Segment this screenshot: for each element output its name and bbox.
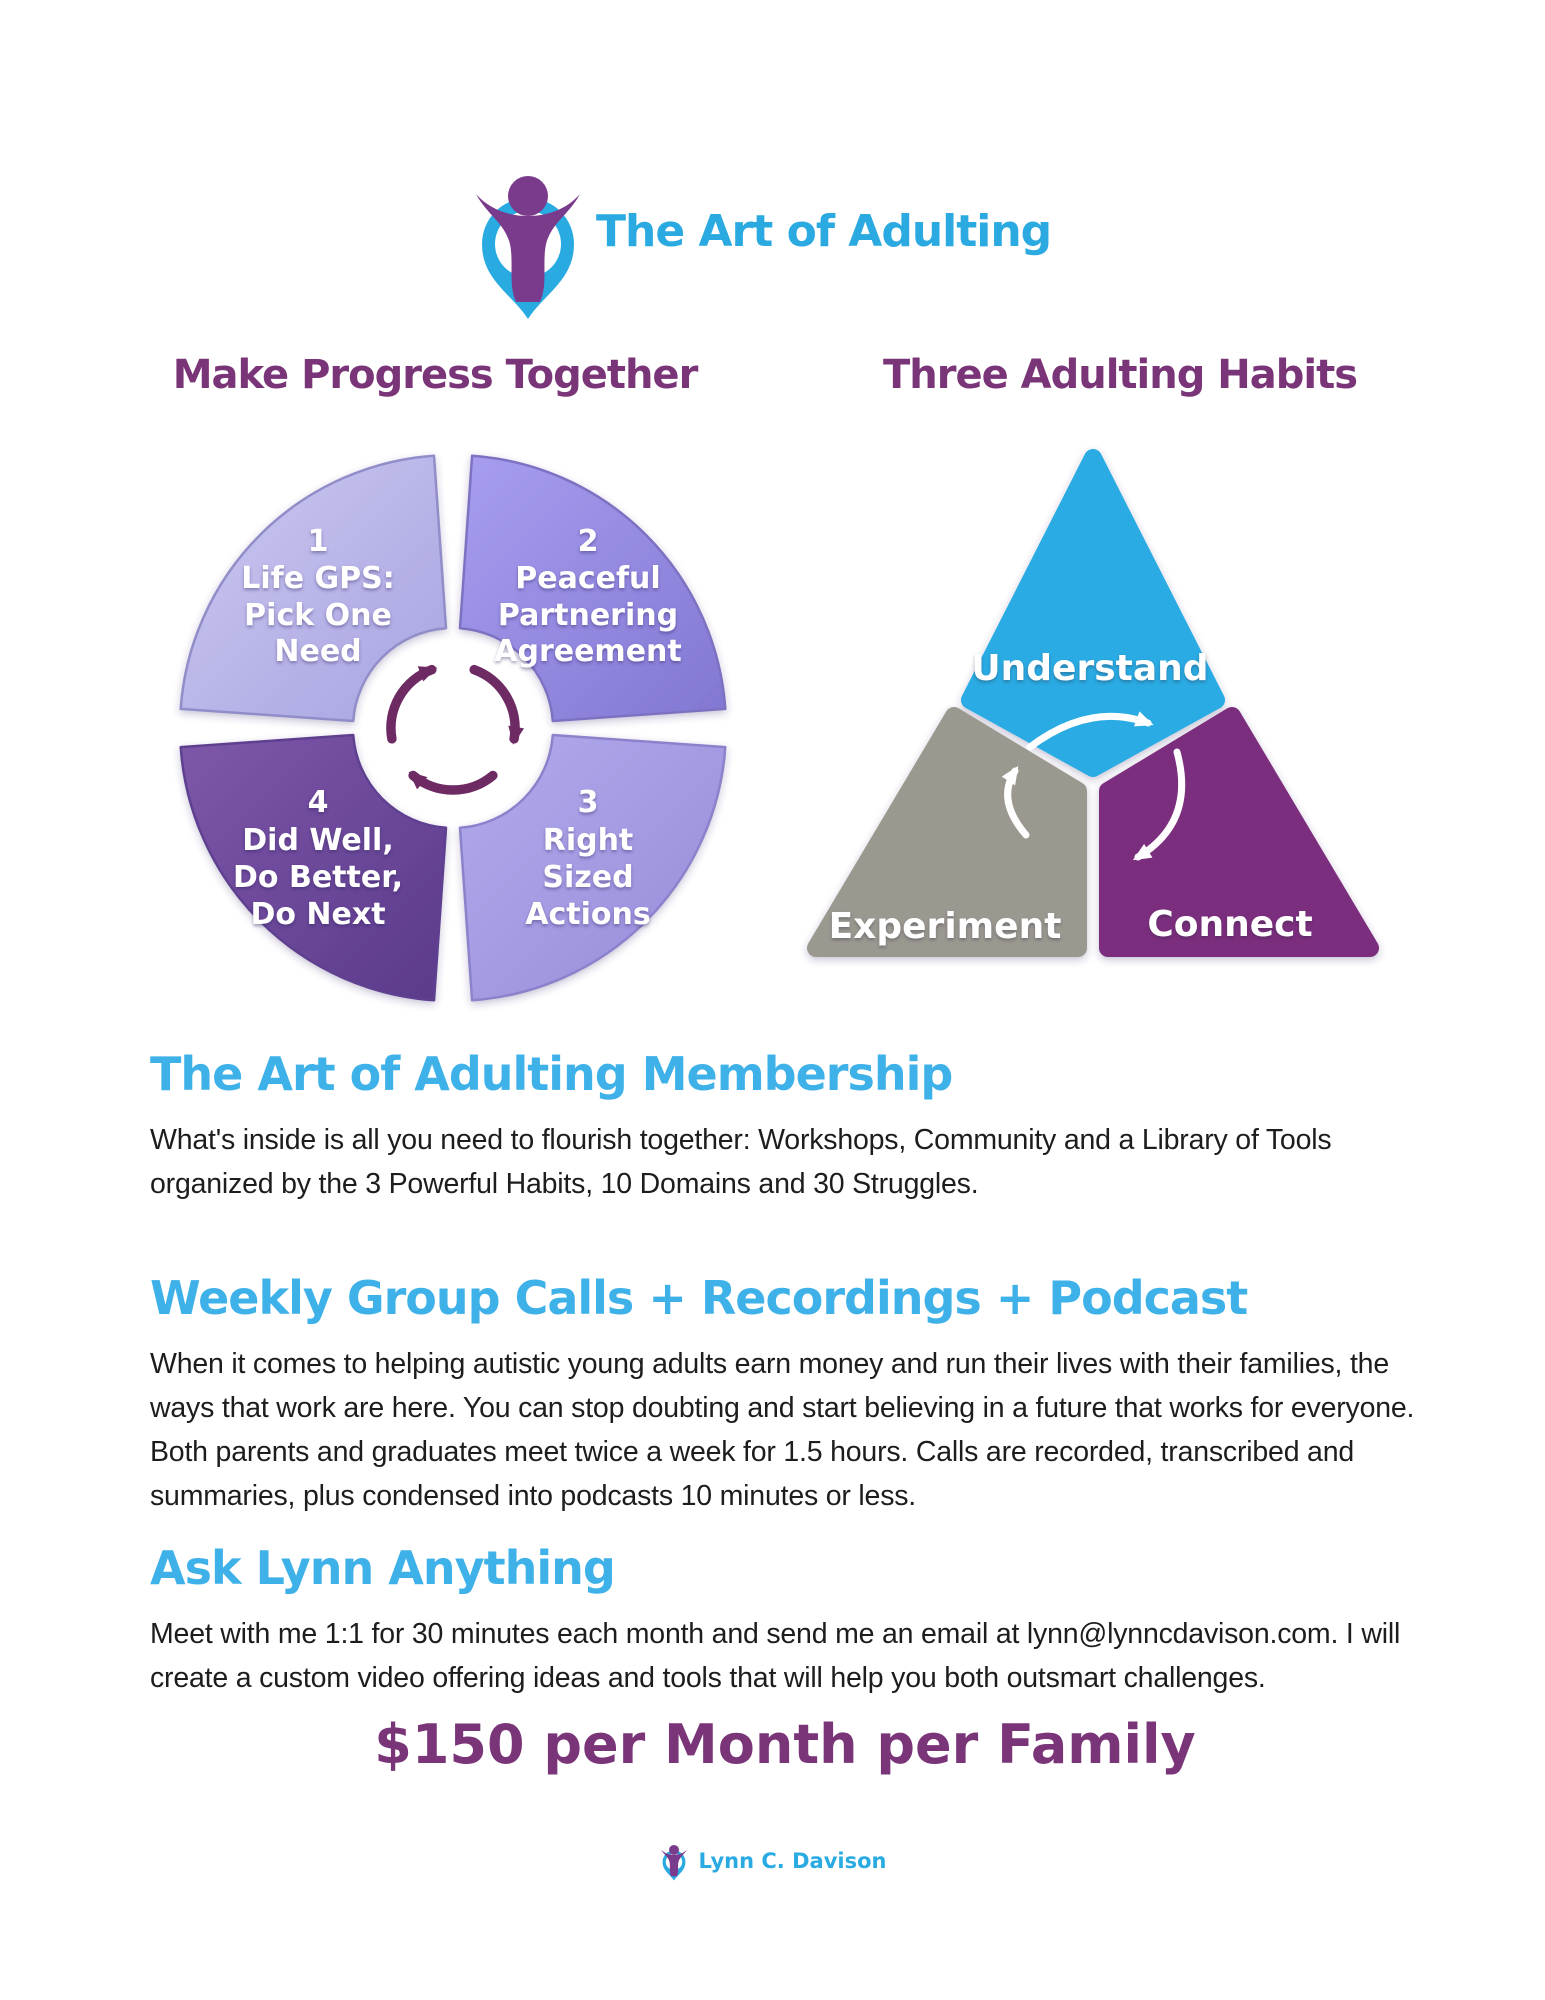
quadrant-2-line: Peaceful [515,561,661,596]
quadrant-4-line: Did Well, [242,823,394,858]
section-body-group-calls: When it comes to helping autistic young adults earn money and run their lives with their families, the ways that work are here. You can stop doubting and start believing in a future that works for everyone. Both parents and graduates meet twice a week for 1.5 hours. Calls are recorded, transcribed and summaries, plus condensed into podcasts 10 minutes or less. [150,1348,1415,1512]
quadrant-4-line: Do Next [250,897,386,932]
quadrant-4-line: Do Better, [233,860,403,895]
habit-label-understand: Understand [971,648,1209,689]
quadrant-3-line: Actions [525,897,651,932]
wheel-cycle-arrows-icon [391,670,515,790]
footer [0,1840,1545,1881]
wheel-labels [233,524,682,932]
quadrant-2-line: Agreement [494,634,682,669]
quadrant-2-line: Partnering [497,598,679,633]
section-body-ask-lynn: Meet with me 1:1 for 30 minutes each month and send me an email at lynn@lynncdavison.com. I will create a custom video offering ideas and tools that will help you both outsmart challenges. [150,1618,1401,1694]
quadrant-3-line: Sized [542,860,634,895]
section-heading-membership: The Art of Adulting Membership [150,1047,953,1101]
triangle-piece-understand [970,458,1216,768]
habit-label-experiment: Experiment [828,906,1062,947]
section-body-membership: What's inside is all you need to flourish together: Workshops, Community and a Library of Tools organized by the 3 Powerful Habits, 10 Domains and 30 Struggles. [150,1124,1332,1200]
footer-name: Lynn C. Davison [698,1848,887,1873]
copy-sections [150,1020,1420,1774]
quadrant-1-line: Need [274,634,362,669]
quadrant-1-line: Pick One [244,598,392,633]
section-heading-group-calls: Weekly Group Calls + Recordings + Podcast [150,1271,1248,1325]
habits-triangle-diagram [816,458,1370,948]
quadrant-1-number: 1 [307,524,329,559]
price-text: $150 per Month per Family [374,1713,1196,1776]
quadrant-2-number: 2 [577,524,599,559]
footer-logo-icon [659,1840,689,1881]
habit-label-connect: Connect [1147,904,1313,945]
left-column-heading: Make Progress Together [172,352,698,398]
quadrant-4-number: 4 [307,785,329,820]
quadrant-3-number: 3 [577,785,599,820]
quadrant-3-line: Right [542,823,634,858]
quadrant-1-line: Life GPS: [241,561,395,596]
right-column-heading: Three Adulting Habits [882,352,1358,398]
section-heading-ask-lynn: Ask Lynn Anything [150,1541,615,1595]
page-title: The Art of Adulting [596,206,1052,257]
